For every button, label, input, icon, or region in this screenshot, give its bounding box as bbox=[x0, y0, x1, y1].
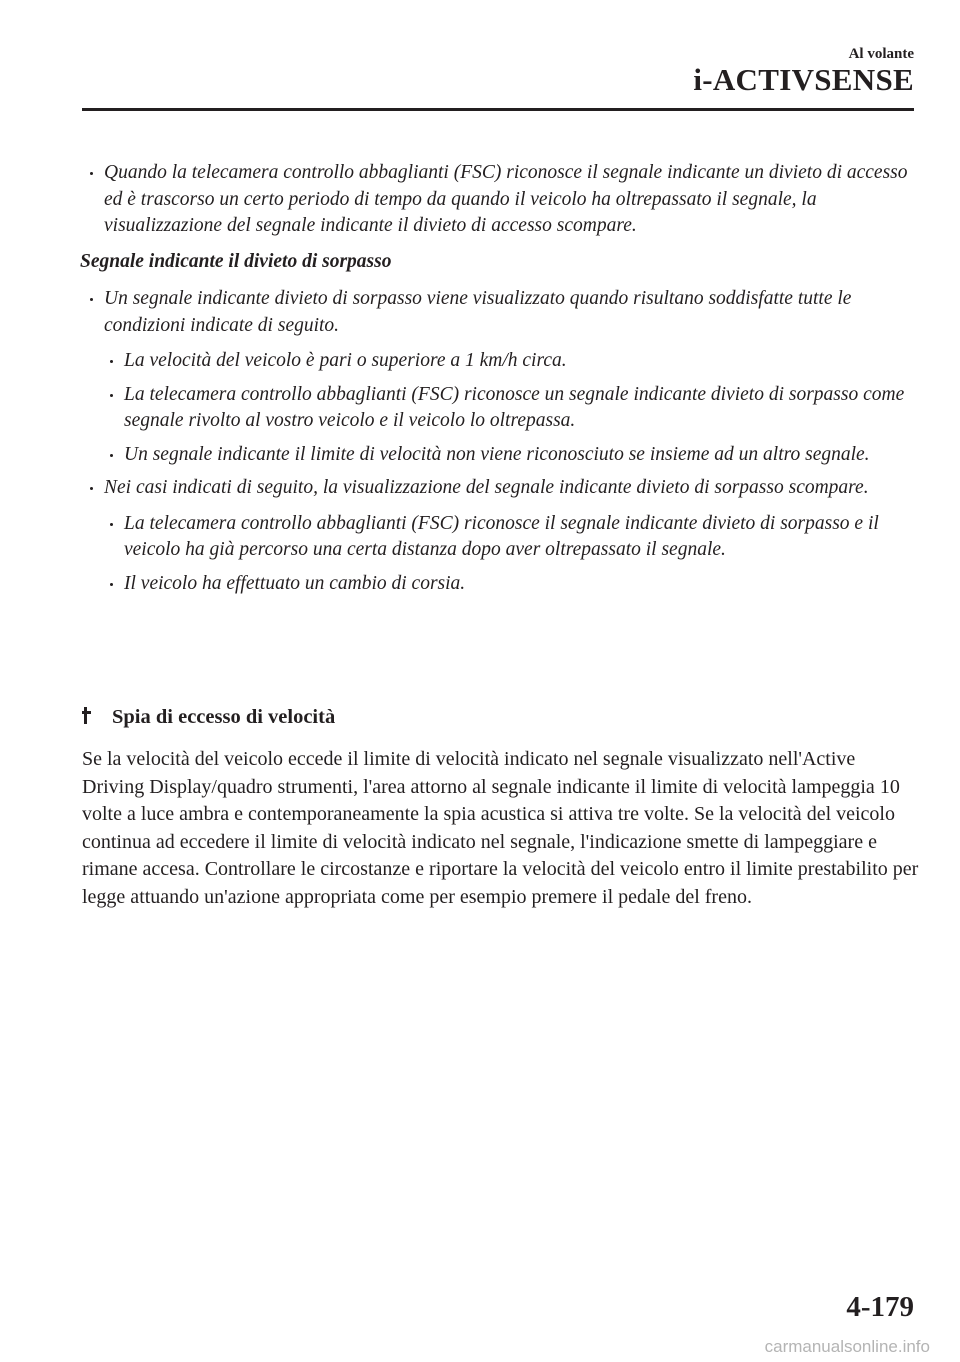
section-heading-text: Spia di eccesso di velocità bbox=[112, 706, 336, 728]
bullet-dot-icon bbox=[110, 523, 113, 526]
bullet-dot-icon bbox=[110, 360, 113, 363]
list-item-text: Quando la telecamera controllo abbaglianti (FSC) riconosce il segnale indicante un divieto di accesso ed è trascorso un certo periodo di tempo da quando il veicolo ha oltrepassato il segnale, la visualizzazione del segnale indicante il divieto di accesso scompare. bbox=[104, 162, 908, 236]
notes-block bbox=[80, 160, 920, 604]
list-item-text: Il veicolo ha effettuato un cambio di corsia. bbox=[124, 572, 466, 594]
list-item-text: Un segnale indicante il limite di velocità non viene riconosciuto se insieme ad un altro segnale. bbox=[124, 443, 870, 465]
sub-list-item bbox=[80, 571, 920, 598]
sub-list-item bbox=[80, 511, 920, 564]
list-item-text: La telecamera controllo abbaglianti (FSC) riconosce un segnale indicante divieto di sorpasso come segnale rivolto al vostro veicolo e il veicolo lo oltrepassa. bbox=[124, 383, 905, 431]
sub-list-item bbox=[80, 348, 920, 375]
bullet-dot-icon bbox=[90, 172, 93, 175]
watermark: carmanualsonline.info bbox=[764, 1337, 930, 1356]
sub-list-item bbox=[80, 382, 920, 435]
header-title: i-ACTIVSENSE bbox=[693, 62, 914, 97]
header-rule bbox=[82, 108, 914, 111]
header-section-label: Al volante bbox=[848, 46, 914, 62]
bullet-dot-icon bbox=[90, 298, 93, 301]
section-heading bbox=[82, 706, 335, 729]
list-item-text: La telecamera controllo abbaglianti (FSC) riconosce il segnale indicante divieto di sorpasso e il veicolo ha già percorso una certa distanza dopo aver oltrepassato il segnale. bbox=[124, 512, 879, 560]
subheading: Segnale indicante il divieto di sorpasso bbox=[80, 250, 392, 272]
bullet-dot-icon bbox=[110, 454, 113, 457]
list-item-text: Un segnale indicante divieto di sorpasso viene visualizzato quando risultano soddisfatte tutte le condizioni indicate di seguito. bbox=[104, 288, 852, 336]
list-item-text: La velocità del veicolo è pari o superiore a 1 km/h circa. bbox=[124, 350, 567, 371]
list-item bbox=[80, 286, 920, 339]
sub-list-item bbox=[80, 442, 920, 469]
page-number: 4-179 bbox=[846, 1291, 914, 1323]
section-marker-icon bbox=[82, 707, 94, 724]
list-item bbox=[80, 475, 920, 502]
bullet-dot-icon bbox=[110, 583, 113, 586]
section-body: Se la velocità del veicolo eccede il limite di velocità indicato nel segnale visualizzato nell'Active Driving Display/quadro strumenti, l'area attorno al segnale indicante il limite di velocità lampeggia 10 volte a luce ambra e contemporaneamente la spia acustica si attiva tre volte. Se la velocità del veicolo continua ad eccedere il limite di velocità indicato nel segnale, l'indicazione smette di lampeggiare e rimane accesa. Controllare le circostanze e riportare la velocità del veicolo entro il limite prestabilito per legge attuando un'azione appropriata come per esempio premere il pedale del freno. bbox=[82, 748, 919, 908]
list-item bbox=[80, 160, 920, 240]
bullet-dot-icon bbox=[90, 487, 93, 490]
bullet-dot-icon bbox=[110, 394, 113, 397]
list-item-text: Nei casi indicati di seguito, la visualizzazione del segnale indicante divieto di sorpasso scompare. bbox=[104, 477, 869, 498]
